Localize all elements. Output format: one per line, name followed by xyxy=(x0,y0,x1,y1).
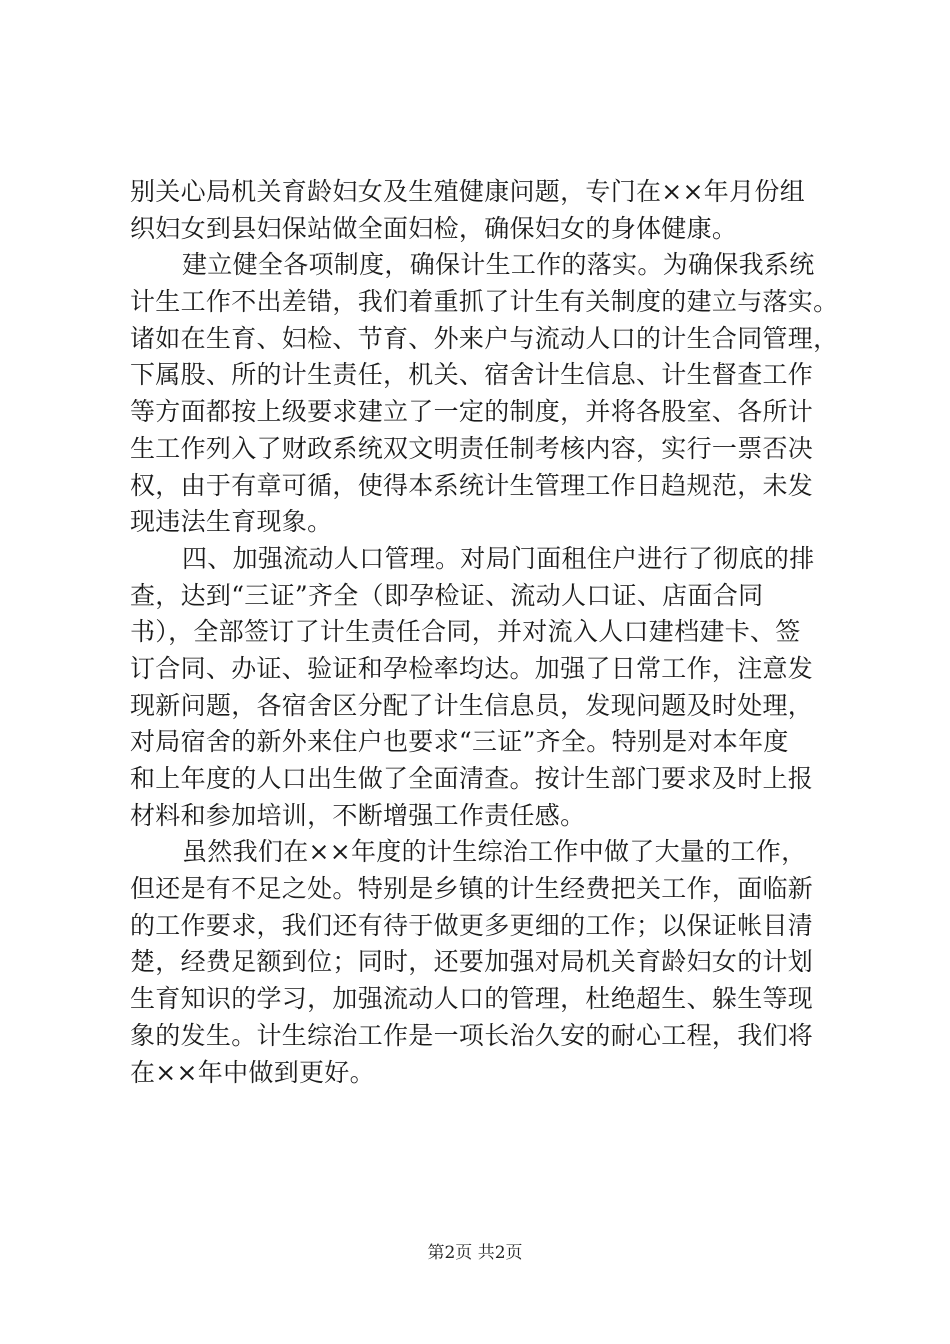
text-line: 诸如在生育、妇检、节育、外来户与流动人口的计生合同管理， xyxy=(130,323,839,353)
text-line: 等方面都按上级要求建立了一定的制度，并将各股室、各所计 xyxy=(130,397,814,427)
text-line: 查，达到“三证”齐全（即孕检证、流动人口证、店面合同 xyxy=(130,580,764,610)
text-line: 别关心局机关育龄妇女及生殖健康问题，专门在××年月份组 xyxy=(130,177,805,206)
page-number-footer: 第2页 共2页 xyxy=(427,1243,523,1263)
text-line: 订合同、办证、验证和孕检率均达。加强了日常工作，注意发 xyxy=(130,653,814,683)
text-line: 对局宿舍的新外来住户也要求“三证”齐全。特别是对本年度 xyxy=(130,727,789,757)
text-line: 下属股、所的计生责任，机关、宿舍计生信息、计生督查工作 xyxy=(130,360,814,390)
document-body xyxy=(130,174,850,1091)
text-line: 计生工作不出差错，我们着重抓了计生有关制度的建立与落实。 xyxy=(130,287,839,317)
text-line: 的工作要求，我们还有待于做更多更细的工作；以保证帐目清 xyxy=(130,910,814,940)
text-line: 在××年中做到更好。 xyxy=(130,1057,375,1087)
text-line: 材料和参加培训，不断增强工作责任感。 xyxy=(130,800,586,830)
text-line: 生工作列入了财政系统双文明责任制考核内容，实行一票否决 xyxy=(130,433,814,463)
text-line: 权，由于有章可循，使得本系统计生管理工作日趋规范，未发 xyxy=(130,470,814,500)
text-line: 楚，经费足额到位；同时，还要加强对局机关育龄妇女的计划 xyxy=(130,947,814,977)
paragraph-start-line: 建立健全各项制度，确保计生工作的落实。为确保我系统 xyxy=(182,250,815,280)
text-line: 但还是有不足之处。特别是乡镇的计生经费把关工作，面临新 xyxy=(130,874,814,904)
paragraph-start-line: 虽然我们在××年度的计生综治工作中做了大量的工作， xyxy=(182,837,807,867)
text-line: 生育知识的学习，加强流动人口的管理，杜绝超生、躲生等现 xyxy=(130,984,814,1014)
text-line: 书），全部签订了计生责任合同，并对流入人口建档建卡、签 xyxy=(130,617,801,647)
text-line: 象的发生。计生综治工作是一项长治久安的耐心工程，我们将 xyxy=(130,1020,814,1050)
paragraph-start-line: 四、加强流动人口管理。对局门面租住户进行了彻底的排 xyxy=(182,543,815,573)
text-line: 和上年度的人口出生做了全面清查。按计生部门要求及时上报 xyxy=(130,764,814,793)
text-line: 现违法生育现象。 xyxy=(130,507,333,537)
text-line: 现新问题，各宿舍区分配了计生信息员，发现问题及时处理， xyxy=(130,690,814,720)
text-line: 织妇女到县妇保站做全面妇检，确保妇女的身体健康。 xyxy=(130,213,738,243)
